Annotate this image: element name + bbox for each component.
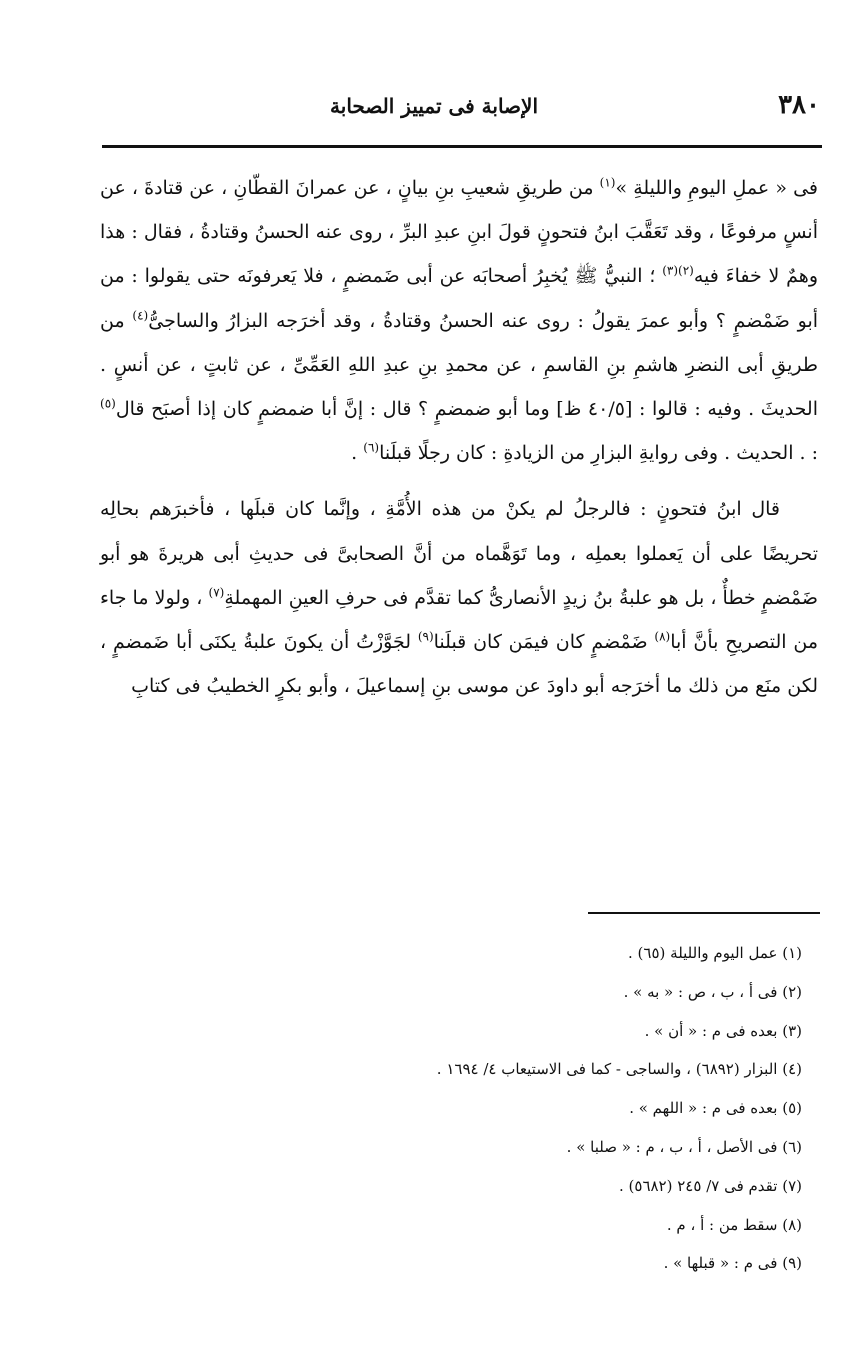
page-header — [104, 86, 820, 136]
footnote-6: (٦) فى الأصل ، أ ، ب ، م : « صلبا » . — [566, 1137, 802, 1156]
footnote-5: (٥) بعده فى م : « اللهم » . — [629, 1099, 802, 1118]
text-segment: فى « عملِ اليومِ والليلةِ » — [615, 177, 818, 199]
paragraph-1 — [100, 166, 818, 475]
page-number: ٣٨٠ — [778, 90, 820, 120]
footnote-2: (٢) فى أ ، ب ، ص : « به » . — [623, 982, 802, 1001]
footnote-ref-9: (٩) — [417, 629, 434, 644]
paragraph-2 — [100, 487, 818, 708]
footnote-ref-2-3: (٢)(٣) — [662, 264, 694, 279]
footnote-ref-6: (٦) — [363, 440, 380, 455]
running-title: الإصابة فى تمييز الصحابة — [330, 94, 538, 118]
footnote-9: (٩) فى م : « قبلها » . — [663, 1254, 802, 1273]
footnote-ref-8: (٨) — [654, 629, 671, 644]
text-segment: لجَوَّزْتُ أن يكونَ علبةُ يكنَى أبا ضَمضمٍ ، لكن منَع من ذلك ما أخرَجه أبو داودَ عن موسى بنِ إسماعيلَ ، وأبو بكرٍ الخطيبُ فى كتابِ — [100, 631, 818, 698]
footnote-8: (٨) سقط من : أ ، م . — [666, 1215, 802, 1234]
footnote-ref-4: (٤) — [132, 308, 149, 323]
text-segment: ؛ النبيُّ ﷺ يُخبِرُ أصحابَه عن أبى ضَمضمٍ ، فلا يَعرفونَه حتى يقولوا : من أبو ضَمْضمٍ ؟ وأبو عمرَ يقولُ : روى عنه الحسنُ وقتادةُ ، وقد أخرَجه البزارُ والساجىُّ — [100, 265, 819, 332]
footnote-4: (٤) البزار (٦٨٩٢) ، والساجى - كما فى الاستيعاب ٤/ ١٦٩٤ . — [436, 1060, 802, 1079]
text-segment: ضَمْضمٍ كان فيمَن كان قبلَنا — [433, 631, 655, 654]
footnote-rule — [588, 912, 820, 914]
text-segment: . — [351, 442, 364, 465]
header-rule — [102, 145, 822, 148]
main-text — [100, 166, 818, 708]
text-segment: : . الحديث . وفى روايةِ البزارِ من الزيادةِ : كان رجلًا قبلَنا — [379, 442, 818, 465]
text-segment: من طريقِ شعيبِ بنِ بيانٍ ، عن عمرانَ القطّانِ ، عن قتادةَ ، عن أنسٍ مرفوعًا ، وقد تَعَقَّبَ ابنُ فتحونٍ قولَ ابنِ عبدِ البرِّ ، روى عنه الحسنُ وقتادةُ ، فقال : هذا وهمٌ لا خفاءَ فيه — [100, 177, 818, 288]
footnote-3: (٣) بعده فى م : « أن » . — [644, 1021, 802, 1040]
footnote-ref-5: (٥) — [100, 396, 116, 411]
footnote-7: (٧) تقدم فى ٧/ ٢٤٥ (٥٦٨٢) . — [619, 1176, 802, 1195]
footnote-ref-1: (١) — [599, 175, 616, 190]
footnote-1: (١) عمل اليوم والليلة (٦٥) . — [628, 944, 802, 962]
footnote-ref-7: (٧) — [208, 585, 225, 600]
text-segment: ، ولولا ما جاء من التصريحِ بأنَّ أبا — [100, 586, 819, 654]
text-segment: قال ابنُ فتحونٍ : فالرجلُ لم يكنْ من هذه الأُمَّةِ ، وإنَّما كان قبلَها ، فأخبرَهم بحالِه تحريضًا على أن يَعملوا بعملِه ، وما تَوَهَّماه من أنَّ الصحابىَّ فى حديثِ أبى هريرةَ هو أبو ضَمْضمٍ خطأٌ ، بل هو علبةُ بنُ زيدٍ الأنصارىُّ كما تقدَّم فى حرفِ العينِ المهملةِ — [100, 498, 818, 609]
footnotes — [112, 934, 802, 1283]
text-segment: من طريقِ أبى النضرِ هاشمِ بنِ القاسمِ ، عن محمدِ بنِ عبدِ اللهِ العَمِّىِّ ، عن ثابتٍ ، عن أنسٍ . الحديثَ . وفيه : قالوا : [٤٠/٥ ظ] وما أبو ضمضمٍ ؟ قال : إنَّ أبا ضمضمٍ كان إذا أصبَح قال — [100, 309, 818, 421]
